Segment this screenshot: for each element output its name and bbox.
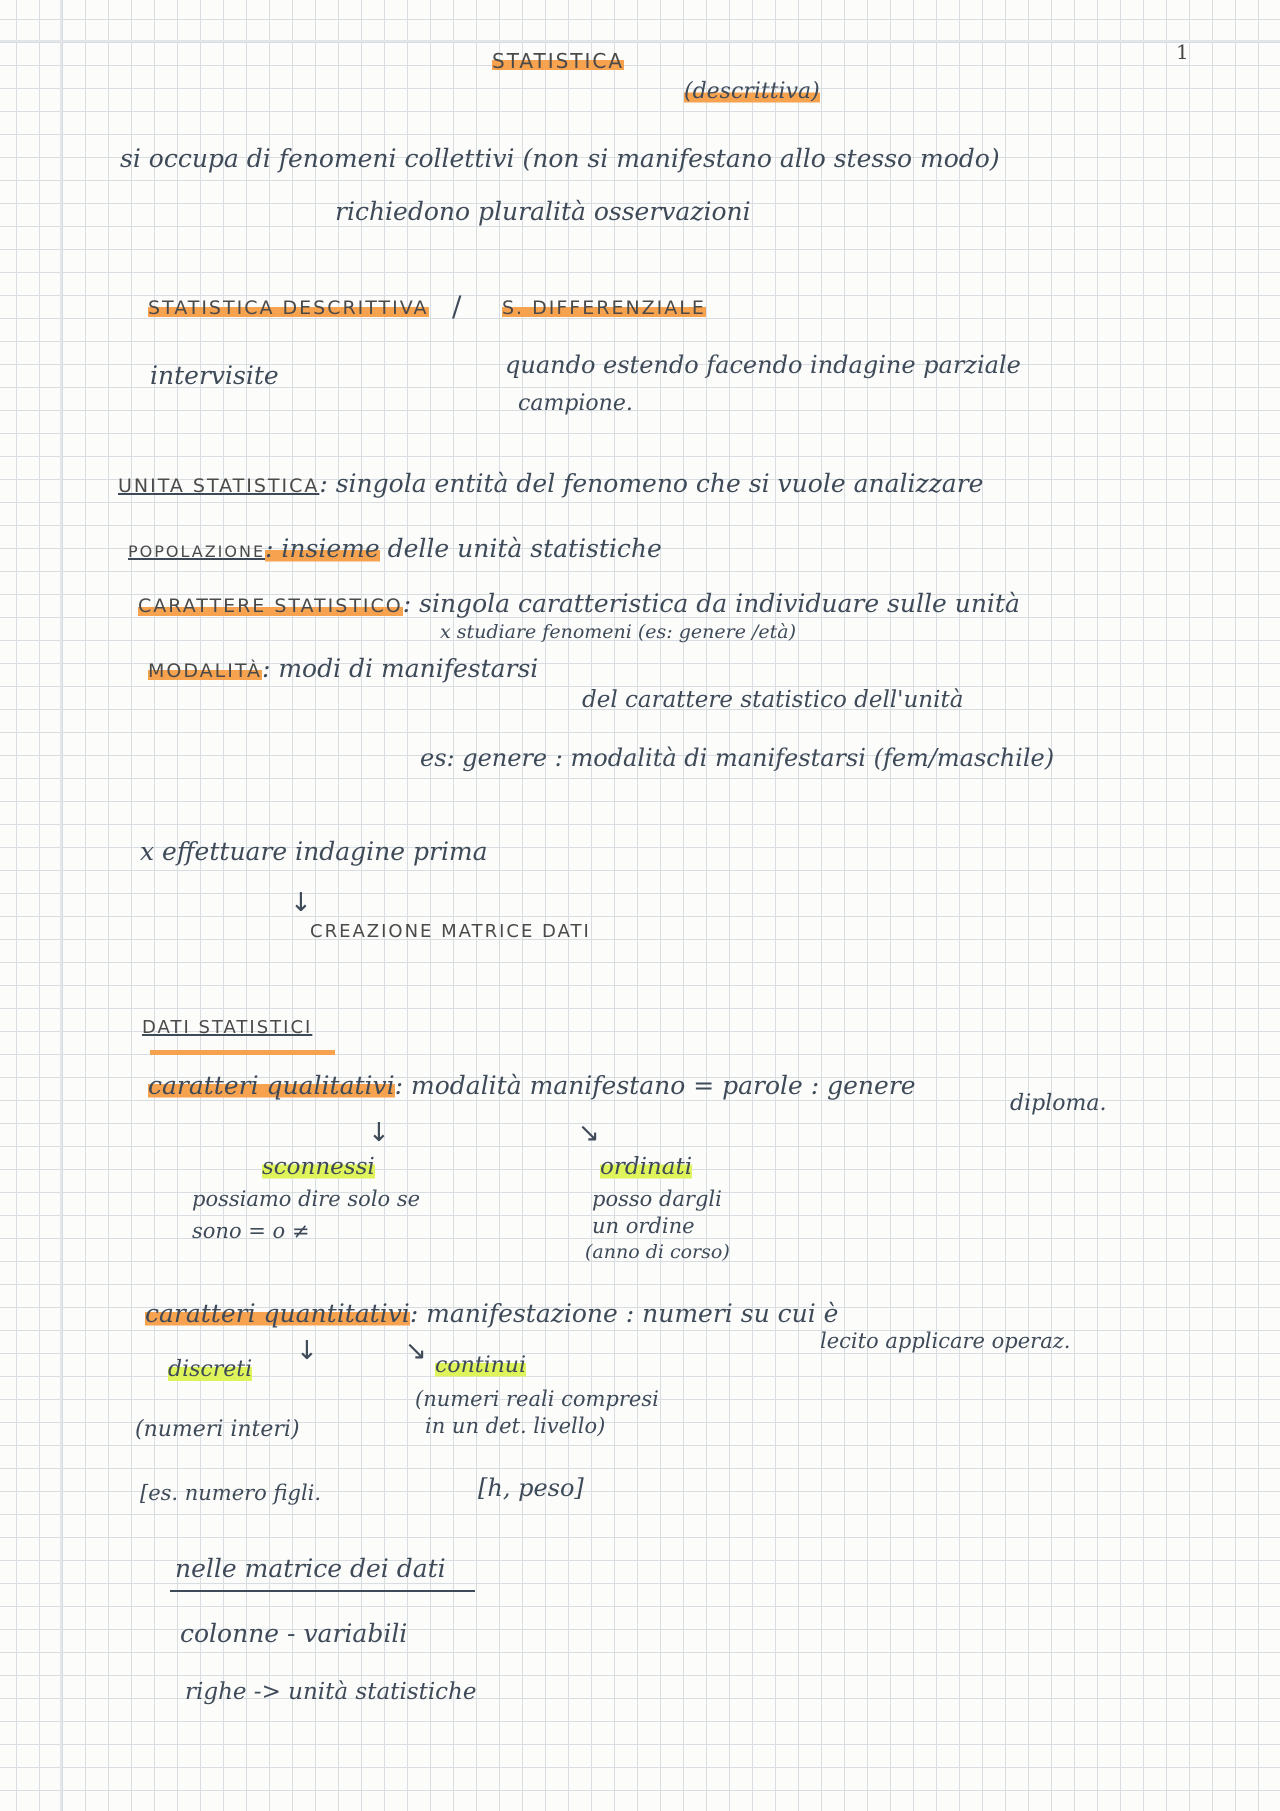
- def-modalita-text: : modi di manifestarsi: [261, 654, 539, 683]
- def-modalita-sub: del carattere statistico dell'unità: [582, 687, 964, 713]
- matrice-righe: righe -> unità statistiche: [185, 1679, 477, 1705]
- branch-left-note: intervisite: [150, 361, 279, 390]
- def-carattere-sub: x studiare fenomeni (es: genere /età): [440, 621, 796, 643]
- process-line: x effettuare indagine prima: [140, 837, 488, 866]
- discreti-line-2: [es. numero figli.: [140, 1481, 322, 1505]
- page-subtitle-text: (descrittiva): [684, 79, 820, 104]
- def-carattere: [138, 590, 1020, 618]
- continui-label: [435, 1354, 526, 1378]
- def-modalita: [148, 655, 538, 683]
- margin-line-left: [60, 0, 62, 1811]
- process-result: CREAZIONE MATRICE DATI: [310, 921, 591, 942]
- branch-divider: /: [452, 290, 462, 323]
- ordinati-label-text: ordinati: [600, 1154, 693, 1180]
- def-popolazione-text-1: : insieme: [265, 534, 380, 563]
- branch-descrittiva: [148, 298, 429, 319]
- arrow-down-icon: ↓: [368, 1118, 390, 1148]
- sconnessi-line-2: sono = o ≠: [192, 1219, 310, 1243]
- def-carattere-term: CARATTERE STATISTICO: [138, 595, 403, 617]
- matrice-heading: nelle matrice dei dati: [175, 1554, 446, 1583]
- branch-differenziale-text: S. DIFFERENZIALE: [502, 297, 706, 319]
- qualitativi-def-2: diploma.: [1010, 1091, 1107, 1116]
- def-unita: [118, 470, 983, 498]
- ordinati-line-3: (anno di corso): [585, 1241, 730, 1263]
- qualitativi-def: : modalità manifestano = parole : genere: [394, 1071, 916, 1100]
- discreti-label-text: discreti: [168, 1357, 253, 1382]
- dati-heading: [142, 1018, 312, 1038]
- matrice-colonne: colonne - variabili: [180, 1619, 408, 1648]
- dati-heading-highlight: [150, 1050, 335, 1055]
- def-example: es: genere : modalità di manifestarsi (fem/maschile): [420, 744, 1055, 772]
- quantitativi-line: [145, 1300, 838, 1328]
- sconnessi-label-text: sconnessi: [262, 1154, 375, 1180]
- qualitativi-term: caratteri qualitativi: [148, 1071, 395, 1100]
- quantitativi-term: caratteri quantitativi: [145, 1299, 410, 1328]
- ordinati-label: [600, 1155, 692, 1180]
- page-subtitle: [684, 80, 820, 104]
- branch-descrittiva-text: STATISTICA DESCRITTIVA: [148, 297, 429, 319]
- sconnessi-label: [262, 1155, 375, 1180]
- sconnessi-line-1: possiamo dire solo se: [192, 1187, 421, 1211]
- quantitativi-def: : manifestazione : numeri su cui è: [409, 1299, 839, 1328]
- matrice-heading-underline: [170, 1590, 475, 1592]
- branch-right-note-2: campione.: [518, 391, 633, 416]
- ordinati-line-2: un ordine: [592, 1214, 695, 1238]
- def-modalita-term: MODALITÀ: [148, 660, 262, 682]
- branch-differenziale: [502, 298, 706, 319]
- discreti-label: [168, 1358, 252, 1382]
- quantitativi-def-2: lecito applicare operaz.: [820, 1329, 1071, 1353]
- def-popolazione-text-2: delle unità statistiche: [387, 534, 662, 563]
- page-title: STATISTICA: [492, 49, 625, 73]
- intro-line-1: si occupa di fenomeni collettivi (non si manifestano allo stesso modo): [120, 144, 1000, 173]
- intro-line-2: richiedono pluralità osservazioni: [335, 197, 751, 226]
- page-number: 1: [1176, 40, 1189, 64]
- dati-heading-text: DATI STATISTICI: [142, 1017, 313, 1038]
- continui-line-2: in un det. livello): [425, 1414, 606, 1438]
- def-carattere-text: : singola caratteristica da individuare sulle unità: [402, 589, 1020, 618]
- arrow-down-right-icon: ↘: [578, 1118, 600, 1148]
- continui-label-text: continui: [435, 1353, 526, 1378]
- arrow-down-icon-2: ↓: [296, 1336, 318, 1366]
- def-popolazione: [128, 535, 662, 563]
- branch-right-note-1: quando estendo facendo indagine parziale: [505, 351, 1021, 379]
- arrow-down-right-icon-2: ↘: [405, 1336, 427, 1366]
- def-popolazione-term: POPOLAZIONE: [128, 542, 266, 561]
- def-unita-text: : singola entità del fenomeno che si vuole analizzare: [319, 469, 984, 498]
- ordinati-line-1: posso dargli: [592, 1187, 722, 1211]
- def-unita-term: UNITA STATISTICA: [118, 475, 320, 497]
- continui-line-1: (numeri reali compresi: [415, 1387, 659, 1411]
- margin-line-top: [0, 40, 1280, 42]
- process-arrow-icon: ↓: [290, 888, 312, 918]
- qualitativi-line: [148, 1072, 916, 1100]
- continui-example: [h, peso]: [478, 1474, 584, 1502]
- discreti-line-1: (numeri interi): [135, 1417, 300, 1442]
